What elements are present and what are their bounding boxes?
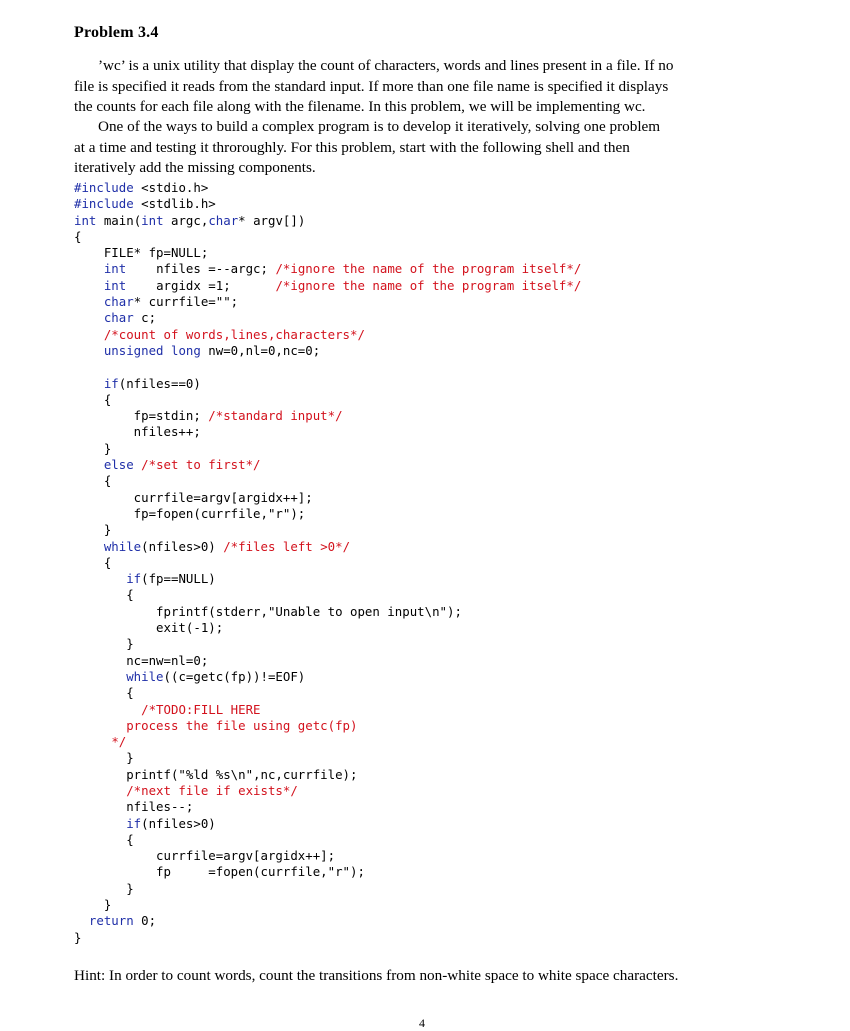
code-text <box>74 669 126 684</box>
code-comment: /*ignore the name of the program itself*/ <box>275 261 582 277</box>
code-line <box>74 359 794 375</box>
code-comment: /*next file if exists*/ <box>126 782 298 798</box>
code-line <box>74 392 794 408</box>
code-line <box>74 767 794 783</box>
code-keyword: if <box>126 571 142 587</box>
code-line <box>74 213 794 229</box>
code-keyword: while <box>103 538 142 554</box>
code-line <box>74 408 794 424</box>
paragraph-line: at a time and testing it throroughly. For this problem, start with the following shell and then <box>74 138 630 156</box>
code-text <box>74 702 141 717</box>
paragraph-line: iteratively add the missing components. <box>74 159 316 176</box>
code-line <box>74 604 794 620</box>
paragraph-line: file is specified it reads from the standard input. If more than one file name is specified it displays <box>74 77 669 95</box>
code-keyword: int <box>103 277 127 293</box>
code-text: exit(-1); <box>74 620 224 636</box>
code-listing <box>74 180 794 946</box>
code-line <box>74 930 794 946</box>
code-text: nc=nw=nl=0; <box>74 652 209 668</box>
code-text: { <box>74 554 112 570</box>
code-keyword: unsigned long <box>103 342 201 358</box>
code-line <box>74 620 794 636</box>
code-text: * argv[]) <box>238 212 306 228</box>
code-text <box>74 734 111 749</box>
code-comment: /*files left >0*/ <box>223 538 351 554</box>
code-text <box>74 294 104 309</box>
code-text: <stdio.h> <box>133 180 209 195</box>
code-line <box>74 261 794 277</box>
code-text <box>74 913 89 928</box>
code-line <box>74 490 794 506</box>
code-text: { <box>74 473 112 489</box>
paragraph-line: ’wc’ is a unix utility that display the count of characters, words and lines present in a file. If no <box>98 57 674 74</box>
code-keyword: int <box>103 261 127 277</box>
code-keyword: char <box>208 212 239 228</box>
problem-title: Problem 3.4 <box>74 24 159 41</box>
code-line <box>74 685 794 701</box>
code-text: nfiles =--argc; <box>126 261 276 277</box>
code-line <box>74 653 794 669</box>
code-text: currfile=argv[argidx++]; <box>74 489 313 505</box>
code-keyword: while <box>126 668 164 684</box>
code-comment: /*count of words,lines,characters*/ <box>103 326 365 342</box>
code-text: ((c=getc(fp))!=EOF) <box>163 668 306 684</box>
code-line <box>74 294 794 310</box>
code-line <box>74 506 794 522</box>
code-keyword: if <box>126 815 142 831</box>
code-keyword: if <box>103 375 119 391</box>
code-keyword: #include <box>74 196 134 212</box>
code-line <box>74 278 794 294</box>
code-text: (fp==NULL) <box>141 571 216 587</box>
code-comment: /*TODO:FILL HERE <box>141 701 261 717</box>
paragraph-line: the counts for each file along with the filename. In this problem, we will be implementing wc. <box>74 98 646 115</box>
code-line <box>74 832 794 848</box>
code-comment: process the file using getc(fp) <box>126 717 358 733</box>
code-text: } <box>74 880 134 896</box>
intro-paragraph <box>74 56 770 118</box>
code-line <box>74 816 794 832</box>
code-line <box>74 310 794 326</box>
code-line <box>74 522 794 538</box>
code-text <box>74 343 104 358</box>
code-text: fp=fopen(currfile,"r"); <box>74 505 306 521</box>
code-line <box>74 636 794 652</box>
code-line <box>74 376 794 392</box>
code-line <box>74 587 794 603</box>
code-text: nfiles++; <box>74 424 201 440</box>
paragraph-line: One of the ways to build a complex program is to develop it iteratively, solving one problem <box>98 118 661 135</box>
code-text: } <box>74 929 82 945</box>
code-text <box>74 376 104 391</box>
code-line <box>74 783 794 799</box>
code-line <box>74 245 794 261</box>
code-keyword: char <box>103 294 134 310</box>
code-text <box>74 261 104 276</box>
code-line <box>74 571 794 587</box>
code-text: main( <box>96 212 142 228</box>
code-line <box>74 539 794 555</box>
code-text <box>74 571 126 586</box>
code-line <box>74 555 794 571</box>
instructions-paragraph <box>74 117 770 179</box>
code-text: fp=stdin; <box>74 408 209 424</box>
code-text: FILE* fp=NULL; <box>74 245 209 261</box>
code-line <box>74 864 794 880</box>
code-text: { <box>74 685 134 701</box>
code-text <box>74 310 104 325</box>
code-line <box>74 441 794 457</box>
code-keyword: int <box>74 212 97 228</box>
code-keyword: char <box>103 310 134 326</box>
code-line <box>74 196 794 212</box>
code-text <box>74 718 126 733</box>
code-text: } <box>74 636 134 652</box>
code-text: <stdlib.h> <box>133 196 216 212</box>
code-text: (nfiles==0) <box>118 375 201 391</box>
code-text: * currfile=""; <box>133 294 239 310</box>
code-text <box>74 327 104 342</box>
code-text: 0; <box>133 913 157 929</box>
code-text: } <box>74 440 112 456</box>
code-line <box>74 799 794 815</box>
code-text: fprintf(stderr,"Unable to open input\n"); <box>74 603 462 619</box>
code-line <box>74 229 794 245</box>
code-line <box>74 180 794 196</box>
code-text <box>74 783 126 798</box>
code-text: { <box>74 391 112 407</box>
code-line <box>74 424 794 440</box>
code-text: c; <box>133 310 157 326</box>
code-comment: /*ignore the name of the program itself*/ <box>275 277 582 293</box>
code-line <box>74 848 794 864</box>
code-line <box>74 343 794 359</box>
code-keyword: #include <box>74 180 134 195</box>
code-comment: */ <box>111 734 127 750</box>
code-text: argidx =1; <box>126 277 276 293</box>
code-text: nw=0,nl=0,nc=0; <box>200 342 321 358</box>
page-number: 4 <box>419 1016 425 1030</box>
code-line <box>74 669 794 685</box>
code-text <box>74 457 104 472</box>
code-keyword: return <box>88 913 134 929</box>
code-text: nfiles--; <box>74 799 194 815</box>
code-text: { <box>74 228 82 244</box>
code-text: currfile=argv[argidx++]; <box>74 848 336 864</box>
code-text <box>74 816 126 831</box>
code-text: (nfiles>0) <box>141 815 216 831</box>
code-text: } <box>74 522 112 538</box>
code-text: { <box>74 831 134 847</box>
code-line <box>74 718 794 734</box>
hint-text: Hint: In order to count words, count the transitions from non-white space to white space characters. <box>74 967 679 984</box>
code-text: } <box>74 750 134 766</box>
code-text <box>74 278 104 293</box>
code-line <box>74 897 794 913</box>
code-text: } <box>74 897 112 913</box>
code-text: { <box>74 587 134 603</box>
code-line <box>74 457 794 473</box>
code-line <box>74 750 794 766</box>
code-line <box>74 913 794 929</box>
code-line <box>74 702 794 718</box>
code-text: printf("%ld %s\n",nc,currfile); <box>74 766 358 782</box>
code-comment: /*standard input*/ <box>208 408 343 424</box>
code-line <box>74 881 794 897</box>
code-comment: /*set to first*/ <box>141 457 261 473</box>
code-text: (nfiles>0) <box>141 538 224 554</box>
code-text: argc, <box>163 212 209 228</box>
code-line <box>74 327 794 343</box>
code-line <box>74 473 794 489</box>
code-keyword: int <box>141 212 164 228</box>
code-keyword: else <box>103 457 134 473</box>
code-text <box>74 539 104 554</box>
code-line <box>74 734 794 750</box>
code-text: fp =fopen(currfile,"r"); <box>74 864 365 880</box>
